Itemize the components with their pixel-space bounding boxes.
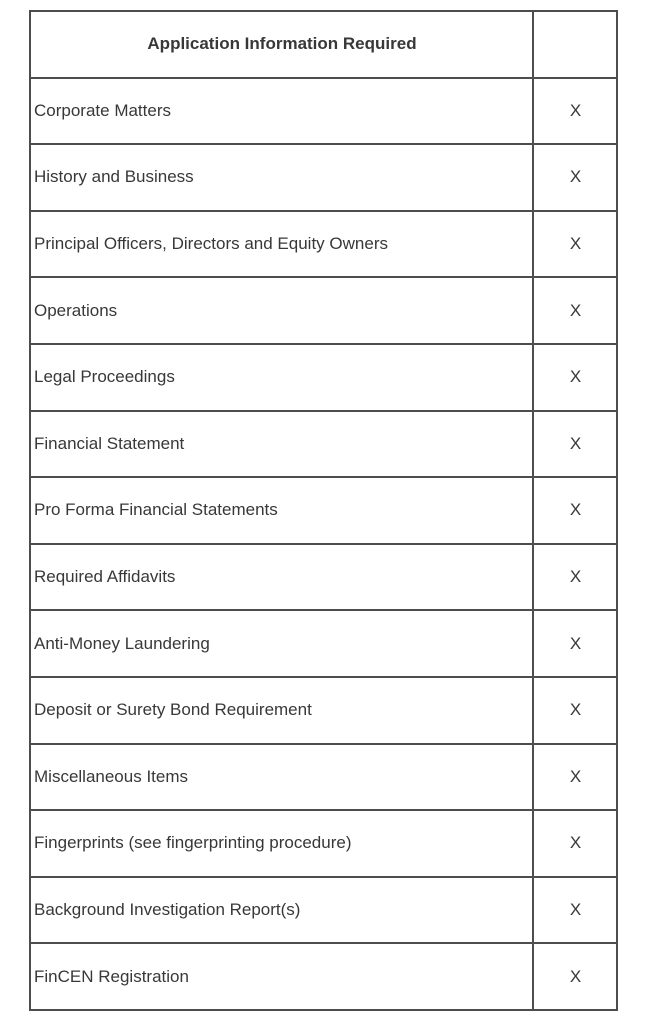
row-label: Fingerprints (see fingerprinting procedure) <box>30 810 533 877</box>
row-check-mark: X <box>533 943 617 1010</box>
table-row <box>30 877 617 944</box>
row-label: History and Business <box>30 144 533 211</box>
table-header-check-cell <box>533 11 617 78</box>
row-label: Legal Proceedings <box>30 344 533 411</box>
row-check-mark: X <box>533 877 617 944</box>
table-row <box>30 544 617 611</box>
row-label: Operations <box>30 277 533 344</box>
table-row <box>30 943 617 1010</box>
row-check-mark: X <box>533 610 617 677</box>
table-row <box>30 477 617 544</box>
table-row <box>30 78 617 145</box>
row-label: Background Investigation Report(s) <box>30 877 533 944</box>
row-label: Miscellaneous Items <box>30 744 533 811</box>
table-row <box>30 211 617 278</box>
row-check-mark: X <box>533 477 617 544</box>
row-check-mark: X <box>533 78 617 145</box>
row-label: Deposit or Surety Bond Requirement <box>30 677 533 744</box>
row-check-mark: X <box>533 144 617 211</box>
table-header-row <box>30 11 617 78</box>
row-label: Anti-Money Laundering <box>30 610 533 677</box>
table-row <box>30 677 617 744</box>
table-row <box>30 344 617 411</box>
row-check-mark: X <box>533 411 617 478</box>
table-row <box>30 277 617 344</box>
row-label: Principal Officers, Directors and Equity Owners <box>30 211 533 278</box>
row-check-mark: X <box>533 677 617 744</box>
row-label: FinCEN Registration <box>30 943 533 1010</box>
row-check-mark: X <box>533 810 617 877</box>
row-label: Financial Statement <box>30 411 533 478</box>
table-row <box>30 744 617 811</box>
row-check-mark: X <box>533 344 617 411</box>
row-label: Pro Forma Financial Statements <box>30 477 533 544</box>
table-body <box>30 78 617 1010</box>
table-row <box>30 411 617 478</box>
table-row <box>30 810 617 877</box>
table-row <box>30 610 617 677</box>
table-header-title: Application Information Required <box>30 11 533 78</box>
application-information-table <box>29 10 618 1011</box>
row-check-mark: X <box>533 277 617 344</box>
table-row <box>30 144 617 211</box>
row-check-mark: X <box>533 744 617 811</box>
row-check-mark: X <box>533 211 617 278</box>
row-label: Required Affidavits <box>30 544 533 611</box>
row-check-mark: X <box>533 544 617 611</box>
row-label: Corporate Matters <box>30 78 533 145</box>
